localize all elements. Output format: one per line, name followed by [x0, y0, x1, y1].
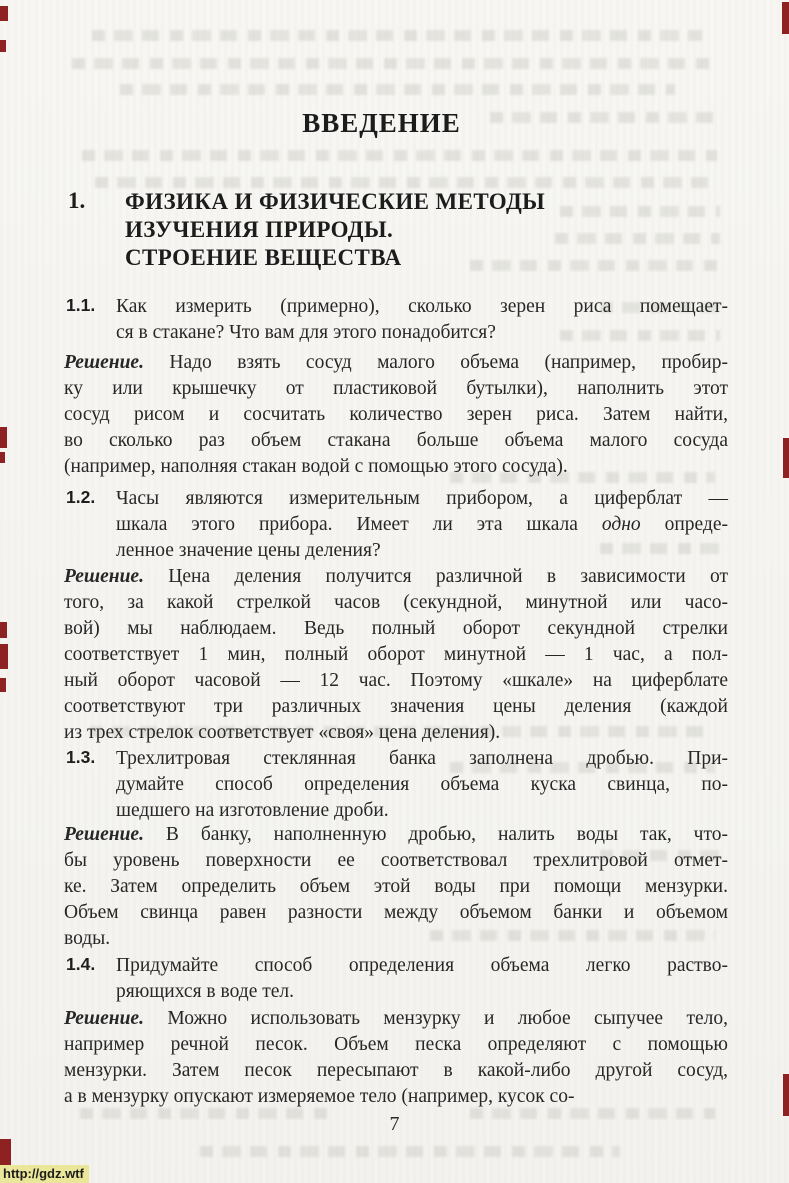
section-heading-text	[125, 188, 728, 272]
solution-line: ку или крышечку от пластиковой бутылки), наполнить этот	[64, 378, 728, 399]
solution-line: ке. Затем определить объем этой воды при помощи мензурки.	[64, 876, 728, 897]
page-title: ВВЕДЕНИЕ	[302, 108, 461, 138]
red-edge-mark	[783, 438, 789, 478]
problem-statement-line: шедшего на изготовление дроби.	[116, 800, 389, 821]
section-heading-line: СТРОЕНИЕ ВЕЩЕСТВА	[125, 245, 402, 270]
section-heading-line: ФИЗИКА И ФИЗИЧЕСКИЕ МЕТОДЫ	[125, 189, 546, 214]
solution-label: Решение.	[64, 824, 144, 845]
problem-statement	[64, 294, 728, 346]
bleed-through-texture	[95, 177, 710, 188]
problem-statement	[64, 953, 728, 1005]
red-edge-mark	[0, 452, 5, 463]
page-number: 7	[389, 1113, 400, 1135]
solution-line: вой) мы наблюдаем. Ведь полный оборот секундной стрелки	[64, 618, 728, 639]
solution-line: сосуд рисом и сосчитать количество зерен риса. Затем найти,	[64, 404, 728, 425]
solution-line: бы уровень поверхности ее соответствовал трехлитровой отмет-	[64, 850, 728, 871]
problem-number: 1.2.	[66, 487, 96, 507]
section-heading-line: ИЗУЧЕНИЯ ПРИРОДЫ.	[125, 217, 394, 242]
problem-solution	[64, 564, 728, 746]
solution-line: Решение. Надо взять сосуд малого объема (например, пробир-	[64, 352, 728, 373]
solution-line: Решение. Цена деления получится различной в зависимости от	[64, 566, 728, 587]
red-edge-mark	[0, 678, 6, 692]
problem-number: 1.3.	[66, 747, 96, 767]
solution-line: а в мензурку опускают измеряемое тело (например, кусок со-	[64, 1086, 575, 1107]
solution-label: Решение.	[64, 1008, 144, 1029]
problem-statement-line: шкала этого прибора. Имеет ли эта шкала одно опреде-	[116, 514, 728, 535]
section-number: 1.	[68, 188, 86, 213]
problem-statement-line: ся в стакане? Что вам для этого понадобится?	[116, 322, 496, 343]
problem-statement	[64, 746, 728, 824]
red-edge-mark	[0, 427, 7, 448]
section-heading	[64, 188, 728, 272]
red-edge-mark	[0, 6, 8, 21]
bleed-through-texture	[92, 30, 702, 41]
solution-line: ный оборот часовой — 12 час. Поэтому «шкале» на циферблате	[64, 670, 728, 691]
red-edge-mark	[0, 644, 8, 669]
solution-line: воды.	[64, 928, 111, 949]
red-edge-mark	[0, 622, 7, 638]
problem-solution	[64, 822, 728, 952]
solution-line: Решение. Можно использовать мензурку и любое сыпучее тело,	[64, 1008, 728, 1029]
red-edge-mark	[782, 2, 789, 34]
solution-label: Решение.	[64, 352, 144, 373]
problem-solution	[64, 1006, 728, 1110]
bleed-through-texture	[200, 1146, 620, 1157]
problem-statement-line: Как измерить (примерно), сколько зерен риса помещает-	[116, 296, 728, 317]
solution-line: во сколько раз объем стакана больше объема малого сосуда	[64, 430, 728, 451]
problem-solution	[64, 350, 728, 480]
red-edge-mark	[783, 1074, 789, 1116]
problem-statement	[64, 486, 728, 564]
problem-statement-line: думайте способ определения объема куска свинца, по-	[116, 774, 728, 795]
problem-number: 1.1.	[66, 295, 96, 315]
problem-statement-line: ряющихся в воде тел.	[116, 981, 295, 1002]
solution-line: Решение. В банку, наполненную дробью, налить воды так, что-	[64, 824, 728, 845]
solution-line: (например, наполняя стакан водой с помощью этого сосуда).	[64, 456, 568, 477]
bleed-through-texture	[120, 84, 675, 95]
solution-line: мензурки. Затем песок пересыпают в какой-либо другой сосуд,	[64, 1060, 728, 1081]
bleed-through-texture	[72, 58, 717, 69]
solution-line: соответствуют три различных значения цены деления (каждой	[64, 696, 728, 717]
watermark-url: http://gdz.wtf	[0, 1165, 89, 1183]
red-edge-mark	[0, 40, 6, 52]
solution-line: соответствует 1 мин, полный оборот минутной — 1 час, а пол-	[64, 644, 728, 665]
solution-label: Решение.	[64, 566, 144, 587]
problem-statement-line: Часы являются измерительным прибором, а циферблат —	[116, 488, 728, 509]
problem-statement-line: Придумайте способ определения объема легко раство-	[116, 955, 728, 976]
solution-line: Объем свинца равен разности между объемом банки и объемом	[64, 902, 728, 923]
problem-statement-line: ленное значение цены деления?	[116, 540, 381, 561]
solution-line: например речной песок. Объем песка определяют с помощью	[64, 1034, 728, 1055]
problem-number: 1.4.	[66, 954, 96, 974]
solution-line: того, за какой стрелкой часов (секундной, минутной или часо-	[64, 592, 728, 613]
bleed-through-texture	[82, 150, 717, 161]
solution-line: из трех стрелок соответствует «своя» цена деления).	[64, 722, 501, 743]
problem-statement-line: Трехлитровая стеклянная банка заполнена дробью. При-	[116, 748, 728, 769]
